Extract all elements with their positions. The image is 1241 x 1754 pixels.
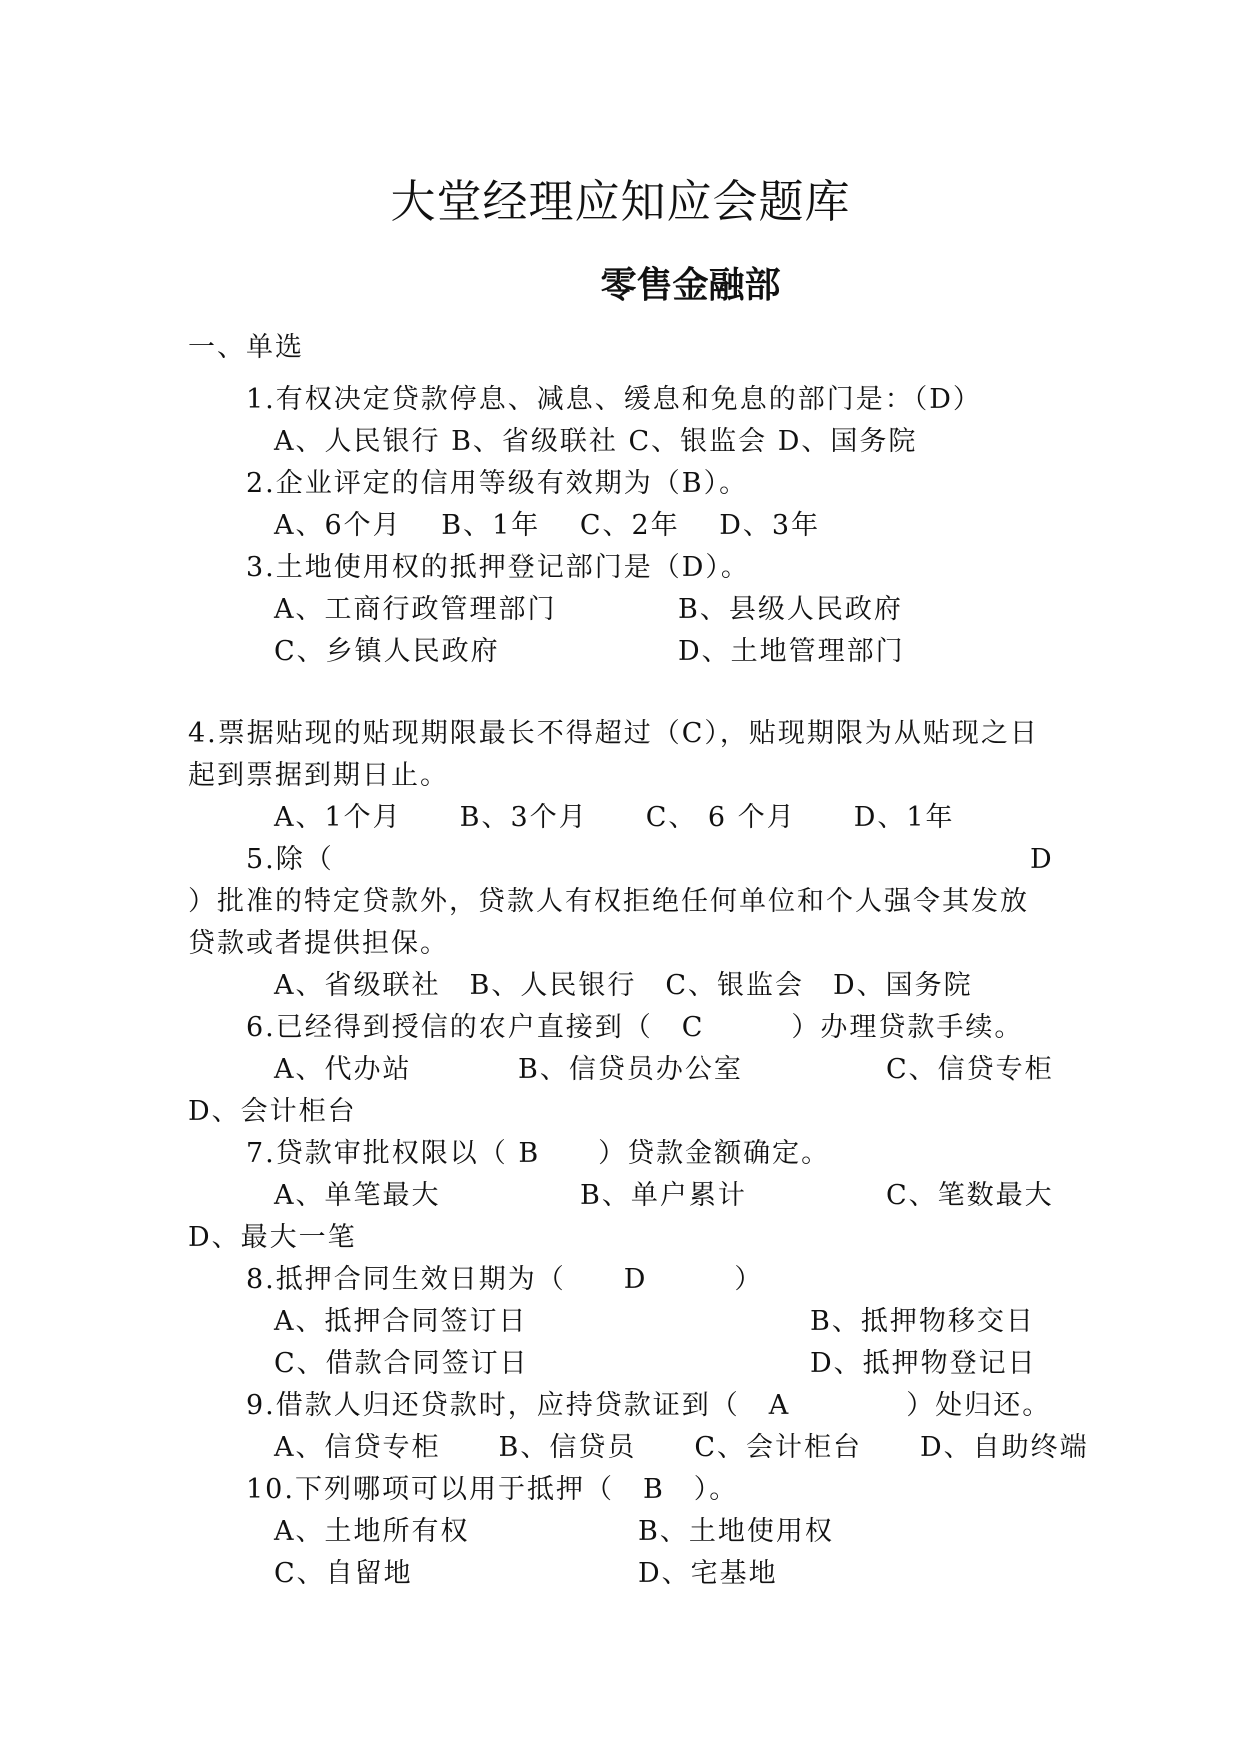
question-6-option-d: D、会计柜台 [188,1096,357,1127]
question-3-option-b: B、县级人民政府 [678,594,903,625]
question-9-stem: 9.借款人归还贷款时，应持贷款证到（ A ）处归还。 [246,1390,1052,1421]
question-10-stem: 10.下列哪项可以用于抵押（ B ）。 [246,1474,739,1505]
question-1-stem: 1.有权决定贷款停息、减息、缓息和免息的部门是：（D） [246,384,982,415]
question-6-option-b: B、信贷员办公室 [518,1054,743,1085]
question-5-stem-line-1: 5.除（ [246,844,334,875]
question-5-answer: D [1030,844,1054,875]
question-6-option-a: A、代办站 [274,1054,412,1085]
question-6-option-c: C、信贷专柜 [886,1054,1054,1085]
question-10-option-c: C、自留地 [274,1558,413,1589]
question-7-option-a: A、单笔最大 [274,1180,441,1211]
question-3-option-a: A、工商行政管理部门 [274,594,557,625]
question-8-option-c: C、借款合同签订日 [274,1348,529,1379]
question-9-options: A、信贷专柜 B、信贷员 C、会计柜台 D、自助终端 [274,1432,1089,1463]
question-5-stem-line-3: 贷款或者提供担保。 [188,928,449,959]
question-2-options: A、6个月 B、1年 C、2年 D、3年 [274,510,821,541]
question-4-stem-line-1: 4.票据贴现的贴现期限最长不得超过（C），贴现期限为从贴现之日 [188,718,1039,749]
question-10-option-d: D、宅基地 [638,1558,778,1589]
question-4-stem-line-2: 起到票据到期日止。 [188,760,449,791]
question-2-stem: 2.企业评定的信用等级有效期为（B）。 [246,468,749,499]
page-title: 大堂经理应知应会题库 [390,175,851,228]
question-6-stem: 6.已经得到授信的农户直接到（ C ）办理贷款手续。 [246,1012,1024,1043]
question-3-option-d: D、土地管理部门 [678,636,905,667]
question-8-option-a: A、抵押合同签订日 [274,1306,528,1337]
question-3-option-c: C、乡镇人民政府 [274,636,500,667]
section-heading: 一、单选 [188,332,304,363]
question-10-option-a: A、土地所有权 [274,1516,470,1547]
department-subtitle: 零售金融部 [600,265,781,306]
question-5-options: A、省级联社 B、人民银行 C、银监会 D、国务院 [274,970,973,1001]
question-4-options: A、1个月 B、3个月 C、 6 个月 D、1年 [274,802,955,833]
question-5-stem-line-2: ）批准的特定贷款外，贷款人有权拒绝任何单位和个人强令其发放 [188,886,1029,917]
question-7-stem: 7.贷款审批权限以（ B ）贷款金额确定。 [246,1138,831,1169]
question-10-option-b: B、土地使用权 [638,1516,834,1547]
question-8-stem: 8.抵押合同生效日期为（ D ） [246,1264,764,1295]
question-7-option-c: C、笔数最大 [886,1180,1054,1211]
question-3-stem: 3.土地使用权的抵押登记部门是（D）。 [246,552,750,583]
question-8-option-d: D、抵押物登记日 [810,1348,1037,1379]
question-7-option-d: D、最大一笔 [188,1222,357,1253]
question-7-option-b: B、单户累计 [580,1180,747,1211]
question-8-option-b: B、抵押物移交日 [810,1306,1035,1337]
question-1-options: A、人民银行 B、省级联社 C、银监会 D、国务院 [274,426,918,457]
